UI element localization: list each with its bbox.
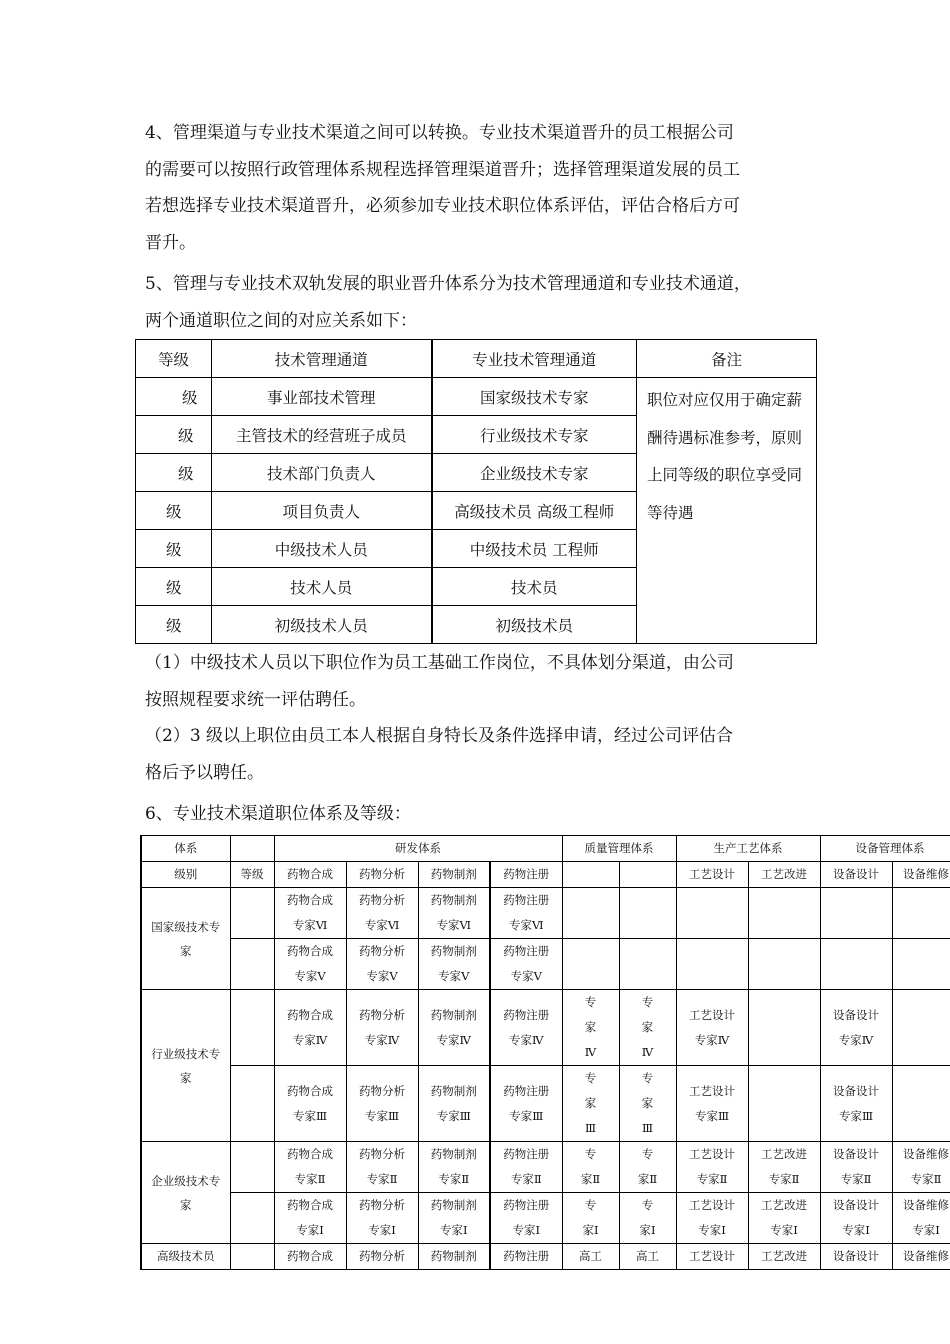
text-line: （1）中级技术人员以下职位作为员工基础工作岗位，不具体划分渠道，由公司 [145,653,734,673]
position-cell: 高工 [562,1244,619,1270]
position-cell [892,888,950,939]
position-cell: 药物制剂专家Ⅰ [418,1193,490,1244]
level-cell: 级 [136,606,212,644]
position-cell: 药物分析专家Ⅱ [346,1142,418,1193]
position-cell: 专家Ⅳ [619,990,676,1066]
header-cell: 药物分析 [346,862,418,888]
table-row [141,1066,950,1142]
grade-cell [230,888,274,939]
position-cell: 专家Ⅲ [619,1066,676,1142]
professional-cell: 技术员 [432,568,637,606]
position-cell [820,939,892,990]
tech-management-cell: 技术部门负责人 [212,454,432,492]
position-cell: 专家Ⅳ [562,990,619,1066]
grade-cell [230,1244,274,1270]
table-row [141,1142,950,1193]
position-cell: 工艺设计专家Ⅳ [676,990,748,1066]
position-cell [892,990,950,1066]
header-cell: 药物合成 [274,862,346,888]
header-cell: 等级 [136,340,212,378]
text-line: 6、专业技术渠道职位体系及等级： [145,804,411,824]
position-cell [619,939,676,990]
position-cell: 专家Ⅰ [619,1193,676,1244]
position-cell: 药物分析专家Ⅳ [346,990,418,1066]
position-cell: 工艺设计专家Ⅰ [676,1193,748,1244]
remark-cell: 职位对应仅用于确定薪酬待遇标准参考，原则上同等级的职位享受同等待遇 [637,378,817,644]
position-cell: 药物注册专家Ⅰ [490,1193,562,1244]
position-cell [820,888,892,939]
grade-cell [230,990,274,1066]
position-cell: 工艺改进专家Ⅱ [748,1142,820,1193]
position-cell [676,888,748,939]
position-cell: 药物合成 [274,1244,346,1270]
position-cell: 工艺设计 [676,1244,748,1270]
position-cell: 药物制剂专家Ⅱ [418,1142,490,1193]
position-cell: 药物分析专家Ⅲ [346,1066,418,1142]
level-cell: 级 [136,492,212,530]
level-cell: 级 [136,568,212,606]
paragraph-5 [145,266,810,339]
grade-cell [230,1142,274,1193]
position-cell: 药物注册专家Ⅳ [490,990,562,1066]
position-cell [619,888,676,939]
table-row [141,939,950,990]
note-1 [145,645,810,718]
header-cell: 设备维修 [892,862,950,888]
text-line: 若想选择专业技术渠道晋升，必须参加专业技术职位体系评估，评估合格后方可 [145,196,740,216]
position-cell: 工艺设计专家Ⅲ [676,1066,748,1142]
tech-management-cell: 项目负责人 [212,492,432,530]
position-cell: 工艺改进专家Ⅰ [748,1193,820,1244]
position-cell: 药物注册专家Ⅴ [490,939,562,990]
tech-management-cell: 中级技术人员 [212,530,432,568]
header-cell: 技术管理通道 [212,340,432,378]
header-cell: 工艺改进 [748,862,820,888]
header-cell: 质量管理体系 [562,836,676,862]
header-cell: 备注 [637,340,817,378]
professional-cell: 中级技术员 工程师 [432,530,637,568]
position-cell: 工艺设计专家Ⅱ [676,1142,748,1193]
position-cell: 专家Ⅱ [619,1142,676,1193]
position-cell: 药物制剂专家Ⅵ [418,888,490,939]
header-cell: 药物制剂 [418,862,490,888]
header-cell: 工艺设计 [676,862,748,888]
position-cell [892,939,950,990]
text-line: （2）3 级以上职位由员工本人根据自身特长及条件选择申请，经过公司评估合 [145,726,734,746]
position-cell: 药物注册专家Ⅱ [490,1142,562,1193]
position-system-table [140,835,950,1270]
header-cell: 生产工艺体系 [676,836,820,862]
tech-management-cell: 事业部技术管理 [212,378,432,416]
position-cell: 专家Ⅱ [562,1142,619,1193]
position-cell: 药物合成专家Ⅳ [274,990,346,1066]
position-cell: 设备维修专家Ⅱ [892,1142,950,1193]
position-cell: 药物分析 [346,1244,418,1270]
position-cell: 药物制剂专家Ⅴ [418,939,490,990]
position-cell: 药物合成专家Ⅱ [274,1142,346,1193]
level-group-label: 国家级技术专家 [141,888,230,990]
position-cell: 设备设计专家Ⅳ [820,990,892,1066]
position-cell [562,888,619,939]
position-cell [748,939,820,990]
position-cell: 高工 [619,1244,676,1270]
position-cell: 药物分析专家Ⅵ [346,888,418,939]
system-header-row [141,836,950,862]
position-cell [676,939,748,990]
professional-cell: 高级技术员 高级工程师 [432,492,637,530]
position-cell: 药物合成专家Ⅲ [274,1066,346,1142]
header-cell [230,836,274,862]
text-line: 的需要可以按照行政管理体系规程选择管理渠道晋升；选择管理渠道发展的员工 [145,159,740,180]
table-body [141,888,950,1270]
header-cell: 专业技术管理通道 [432,340,637,378]
table-header-row [136,340,817,378]
position-cell: 药物注册 [490,1244,562,1270]
paragraph-6 [145,796,810,833]
category-header-row [141,862,950,888]
position-cell [748,888,820,939]
position-cell: 设备维修专家Ⅰ [892,1193,950,1244]
position-cell: 专家Ⅲ [562,1066,619,1142]
table-row [141,1193,950,1244]
level-group-label: 行业级技术专家 [141,990,230,1142]
position-cell [748,1066,820,1142]
header-cell [562,862,619,888]
position-cell [748,990,820,1066]
position-cell: 工艺改进 [748,1244,820,1270]
position-cell: 药物分析专家Ⅰ [346,1193,418,1244]
position-cell: 药物制剂专家Ⅲ [418,1066,490,1142]
position-cell: 设备维修 [892,1244,950,1270]
level-cell: 级 [136,530,212,568]
professional-cell: 初级技术员 [432,606,637,644]
position-cell: 药物合成专家Ⅵ [274,888,346,939]
position-cell: 药物注册专家Ⅲ [490,1066,562,1142]
table-row [136,378,817,416]
text-line: 5、管理与专业技术双轨发展的职业晋升体系分为技术管理通道和专业技术通道， [145,274,751,294]
level-cell: 级 [136,378,212,416]
grade-cell [230,1193,274,1244]
position-cell: 专家Ⅰ [562,1193,619,1244]
text-line: 按照规程要求统一评估聘任。 [145,689,366,710]
position-cell: 药物合成专家Ⅴ [274,939,346,990]
level-cell: 级 [136,416,212,454]
level-group-label: 企业级技术专家 [141,1142,230,1244]
tech-management-cell: 技术人员 [212,568,432,606]
text-line: 两个通道职位之间的对应关系如下： [145,310,417,331]
header-cell: 设备设计 [820,862,892,888]
header-cell: 药物注册 [490,862,562,888]
table-row [141,1244,950,1270]
professional-cell: 国家级技术专家 [432,378,637,416]
text-line: 格后予以聘任。 [145,762,264,783]
header-cell: 设备管理体系 [820,836,950,862]
level-group-label: 高级技术员 [141,1244,230,1270]
channel-mapping-table [135,339,817,644]
grade-cell [230,939,274,990]
position-cell: 设备设计专家Ⅰ [820,1193,892,1244]
position-cell: 设备设计专家Ⅲ [820,1066,892,1142]
header-cell: 等级 [230,862,274,888]
position-cell: 药物合成专家Ⅰ [274,1193,346,1244]
grade-cell [230,1066,274,1142]
position-cell: 药物注册专家Ⅵ [490,888,562,939]
professional-cell: 企业级技术专家 [432,454,637,492]
note-2 [145,718,810,791]
position-cell: 设备设计专家Ⅱ [820,1142,892,1193]
paragraph-4 [145,115,810,261]
table-row [141,990,950,1066]
position-cell [562,939,619,990]
header-cell: 体系 [141,836,230,862]
header-cell: 研发体系 [274,836,562,862]
position-cell: 设备设计 [820,1244,892,1270]
header-cell [619,862,676,888]
position-cell: 药物制剂 [418,1244,490,1270]
position-cell: 药物分析专家Ⅴ [346,939,418,990]
table-row [141,888,950,939]
position-cell [892,1066,950,1142]
level-cell: 级 [136,454,212,492]
header-cell: 级别 [141,862,230,888]
text-line: 4、管理渠道与专业技术渠道之间可以转换。专业技术渠道晋升的员工根据公司 [145,123,734,143]
position-cell: 药物制剂专家Ⅳ [418,990,490,1066]
tech-management-cell: 初级技术人员 [212,606,432,644]
tech-management-cell: 主管技术的经营班子成员 [212,416,432,454]
professional-cell: 行业级技术专家 [432,416,637,454]
text-line: 晋升。 [145,232,196,253]
